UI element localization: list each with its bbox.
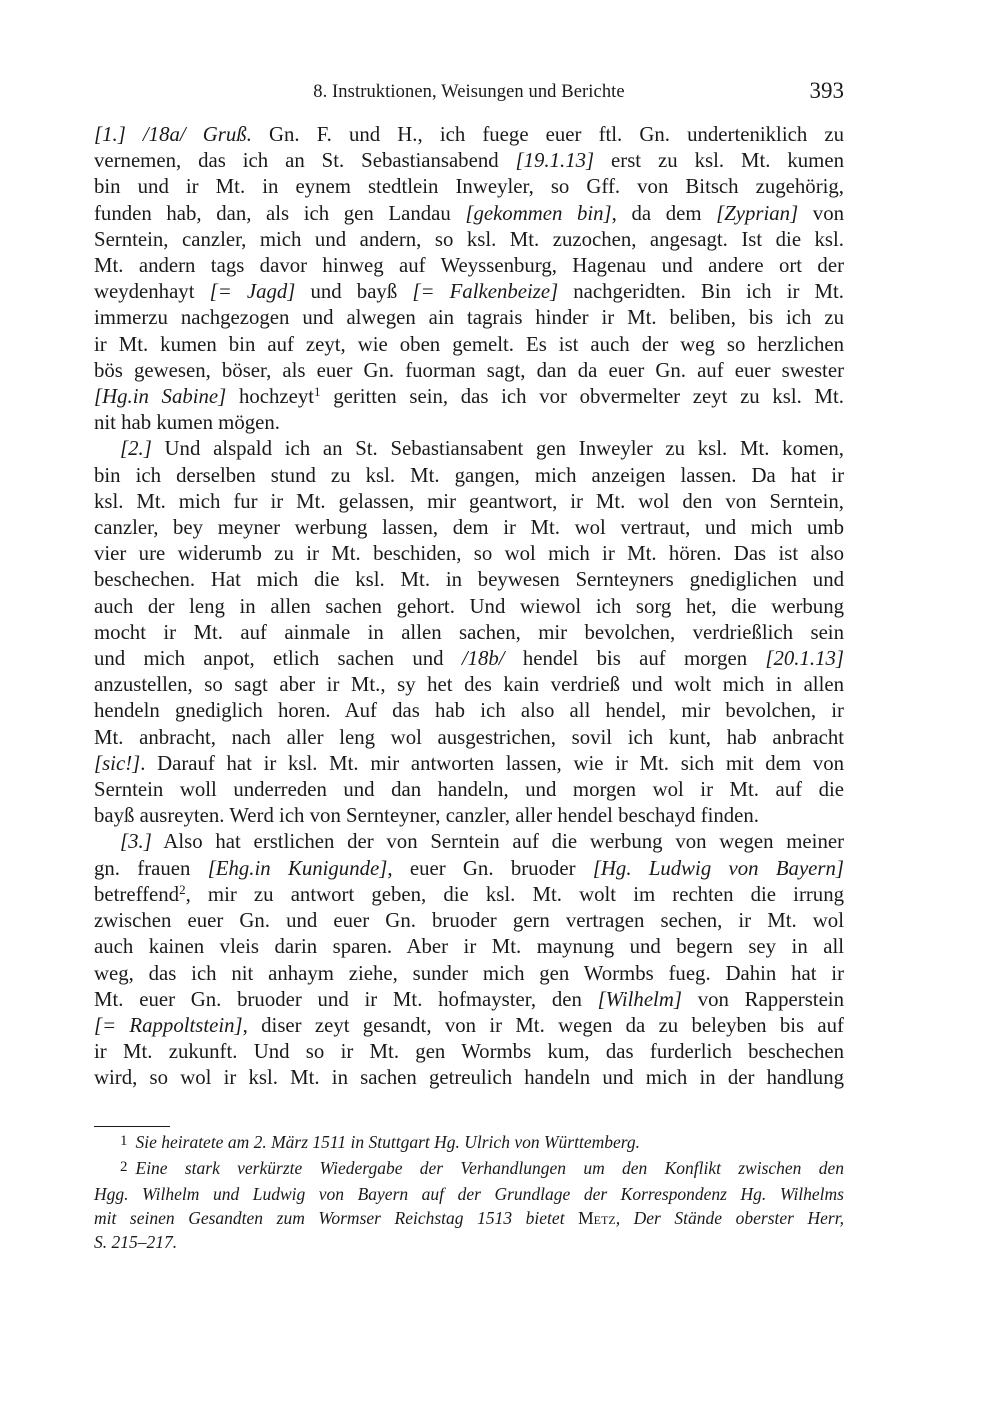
editorial-note: [Wilhelm] xyxy=(597,987,682,1011)
text-line xyxy=(94,463,844,489)
footnotes xyxy=(94,1130,844,1254)
text-run: Gn. F. und H., ich fuege euer ftl. Gn. underteniklich zu xyxy=(251,123,844,146)
text-line xyxy=(94,856,844,882)
text-line xyxy=(94,961,844,987)
text-run: , diser zeyt gesandt, von ir Mt. wegen da zu beleyben bis auf xyxy=(242,1013,844,1037)
text-line xyxy=(94,567,844,593)
editorial-note: [= Falkenbeize] xyxy=(412,280,559,304)
text-line xyxy=(94,1130,844,1156)
editorial-note: [Hg. Ludwig von Bayern] xyxy=(592,856,844,880)
text-run: betreffend xyxy=(94,882,180,906)
text-run: Also hat erstlichen der von Serntein auf die werbung von wegen meiner xyxy=(151,830,844,854)
text-line xyxy=(94,253,844,279)
text-line xyxy=(94,725,844,751)
text-line xyxy=(94,541,844,567)
text-line xyxy=(94,672,844,698)
text-run: geritten sein, das ich vor obvermelter zeyt zu ksl. Mt. xyxy=(320,385,844,409)
section-marker: [2.] xyxy=(120,437,152,461)
text-line xyxy=(94,332,844,358)
text-run: und mich anpot, etlich sachen und xyxy=(94,647,462,671)
text-run: funden hab, dan, als ich gen Landau xyxy=(94,201,466,225)
editorial-note: [sic!] xyxy=(94,751,141,775)
text-run: , euer Gn. bruoder xyxy=(387,856,593,880)
editorial-note: [= Jagd] xyxy=(209,280,296,304)
footnote-ref-1[interactable]: 1 xyxy=(314,384,321,400)
text-run: nit hab kumen mögen. xyxy=(94,411,280,435)
text-run: , mir zu antwort geben, die ksl. Mt. wolt im rechten die irrung xyxy=(185,882,844,906)
text-run: bayß ausreyten. Werd ich von Sernteyner, canzler, aller hendel beschayd finden. xyxy=(94,804,759,828)
text-run: weydenhayt xyxy=(94,280,210,304)
editorial-note: [Hg.in Sabine] xyxy=(94,385,227,409)
text-run: anzustellen, so sagt aber ir Mt., sy het des kain verdrieß und wolt mich in allen xyxy=(94,673,844,697)
text-run: von xyxy=(798,201,844,225)
text-line xyxy=(94,201,844,227)
footnote-number: 1 xyxy=(120,1133,128,1149)
text-run: ir Mt. zukunft. Und so ir Mt. gen Wormbs kum, das furderlich beschechen xyxy=(94,1040,844,1064)
section-marker: [1.] /18a/ Gruß. xyxy=(94,123,252,146)
text-run: Mt. anbracht, nach aller leng wol ausgestrichen, sovil ich kunt, hab anbracht xyxy=(94,725,844,749)
text-line xyxy=(94,305,844,331)
text-line xyxy=(94,1013,844,1039)
text-line xyxy=(94,489,844,515)
text-line xyxy=(94,515,844,541)
text-run: auch der leng in allen sachen gehort. Und wiewol ich sorg het, die werbung xyxy=(94,594,844,618)
text-run: zwischen euer Gn. und euer Gn. bruoder gern vertragen sechen, ir Mt. wol xyxy=(94,909,844,933)
editorial-note: [Ehg.in Kunigunde] xyxy=(207,856,388,880)
text-line xyxy=(94,436,844,462)
text-line xyxy=(94,1230,844,1254)
text-run: wird, so wol ir ksl. Mt. in sachen getreulich handeln und mich in der handlung xyxy=(94,1066,844,1090)
text-line xyxy=(94,410,844,436)
text-run: . Darauf hat ir ksl. Mt. mir antworten lassen, wie ir Mt. sich mit dem von xyxy=(140,751,844,775)
text-line xyxy=(94,934,844,960)
text-line xyxy=(94,1065,844,1091)
text-run: hochzeyt xyxy=(226,385,315,409)
text-run: Mt. andern tags davor hinweg auf Weyssenburg, Hagenau und andere ort der xyxy=(94,254,844,278)
text-line xyxy=(94,148,844,174)
text-run: beschechen. Hat mich die ksl. Mt. in beywesen Sernteyners gnediglichen und xyxy=(94,568,844,592)
text-run: auch kainen vleis darin sparen. Aber ir Mt. maynung und begern sey in all xyxy=(94,935,844,959)
footnote-2 xyxy=(94,1156,844,1254)
text-run: bin und ir Mt. in eynem stedtlein Inweyler, so Gff. von Bitsch zugehörig, xyxy=(94,175,844,199)
text-run: Sie heiratete am 2. März 1511 in Stuttgart Hg. Ulrich von Württemberg. xyxy=(135,1132,641,1152)
footnote-number: 2 xyxy=(120,1159,128,1175)
text-run: Serntein, canzler, mich und andern, so ksl. Mt. zuzochen, angesagt. Ist die ksl. xyxy=(94,227,844,251)
text-line xyxy=(94,1156,844,1182)
text-run: ksl. Mt. mich fur ir Mt. gelassen, mir geantwort, ir Mt. wol den von Serntein, xyxy=(94,489,844,513)
text-line xyxy=(94,279,844,305)
running-header: 8. Instruktionen, Weisungen und Berichte xyxy=(313,82,625,102)
text-line xyxy=(94,174,844,200)
text-run: mit seinen Gesandten zum Wormser Reichstag 1513 bietet xyxy=(94,1208,579,1228)
text-line xyxy=(94,829,844,855)
text-run: Eine stark verkürzte Wiedergabe der Verhandlungen um den Konflikt zwischen den xyxy=(135,1158,844,1178)
text-run: nachgeridten. Bin ich ir Mt. xyxy=(558,280,844,304)
editorial-note: [gekommen bin] xyxy=(465,201,612,225)
text-run: hendeln gnediglich horen. Auf das hab ich also all hendel, mir bevolchen, ir xyxy=(94,699,844,723)
text-run: mocht ir Mt. auf ainmale in allen sachen, mir bevolchen, verdrießlich sein xyxy=(94,620,844,644)
text-line xyxy=(94,384,844,410)
text-line xyxy=(94,987,844,1013)
footnote-1 xyxy=(94,1130,844,1156)
text-run: bös gewesen, böser, als euer Gn. fuorman sagt, dan da euer Gn. auf euer swester xyxy=(94,358,844,382)
section-marker: [3.] xyxy=(120,830,152,854)
text-line xyxy=(94,908,844,934)
text-run: und bayß xyxy=(295,280,413,304)
editorial-note: [20.1.13] xyxy=(765,647,844,671)
paragraph-1 xyxy=(94,122,844,436)
text-line xyxy=(94,698,844,724)
editorial-note: [19.1.13] xyxy=(515,149,595,173)
paragraph-3 xyxy=(94,829,844,1091)
text-run: Hgg. Wilhelm und Ludwig von Bayern auf der Grundlage der Korrespondenz Hg. Wilhelms xyxy=(94,1184,844,1204)
text-run: hendel bis auf morgen xyxy=(504,647,766,671)
text-run: Und alspald ich an St. Sebastiansabent gen Inweyler zu ksl. Mt. komen, xyxy=(151,437,844,461)
text-run: bin ich derselben stund zu ksl. Mt. gangen, mich anzeigen lassen. Da hat ir xyxy=(94,463,844,487)
text-line xyxy=(94,646,844,672)
paragraph-2 xyxy=(94,436,844,829)
text-line xyxy=(94,594,844,620)
text-run: , Der Stände oberster Herr, xyxy=(615,1208,844,1228)
text-line xyxy=(94,751,844,777)
text-line xyxy=(94,1039,844,1065)
page-number: 393 xyxy=(809,78,844,103)
text-run: Mt. euer Gn. bruoder und ir Mt. hofmayster, den xyxy=(94,987,598,1011)
main-text xyxy=(94,122,844,1092)
text-run: von Rapperstein xyxy=(681,987,844,1011)
text-run: erst zu ksl. Mt. kumen xyxy=(594,149,844,173)
text-run: vier ure widerumb zu ir Mt. beschiden, so wol mich ir Mt. hören. Das ist also xyxy=(94,542,844,566)
text-run: canzler, bey meyner werbung lassen, dem ir Mt. wol vertraut, und mich umb xyxy=(94,516,844,540)
text-line xyxy=(94,777,844,803)
text-run: S. 215–217. xyxy=(94,1232,178,1252)
text-line xyxy=(94,1206,844,1230)
folio-marker: /18b/ xyxy=(461,647,505,671)
footnote-divider xyxy=(94,1126,170,1127)
text-run: weg, das ich nit anhaym ziehe, sunder mich gen Wormbs fueg. Dahin hat ir xyxy=(94,961,844,985)
text-run: ir Mt. kumen bin auf zeyt, wie oben gemelt. Es ist auch der weg so herzlichen xyxy=(94,332,844,356)
text-line xyxy=(94,227,844,253)
editorial-note: [Zyprian] xyxy=(716,201,799,225)
editorial-note: [= Rappoltstein] xyxy=(94,1013,243,1037)
text-run: Serntein woll underreden und dan handeln, und morgen wol ir Mt. auf die xyxy=(94,778,844,802)
text-run: immerzu nachgezogen und alwegen ain tagrais hinder ir Mt. beliben, bis ich zu xyxy=(94,306,844,330)
text-line xyxy=(94,358,844,384)
text-run: gn. frauen xyxy=(94,856,208,880)
text-run: , da dem xyxy=(611,201,717,225)
text-line xyxy=(94,122,844,148)
text-line xyxy=(94,803,844,829)
text-line xyxy=(94,882,844,908)
text-run: vernemen, das ich an St. Sebastiansabend xyxy=(94,149,516,173)
text-line xyxy=(94,1182,844,1206)
text-line xyxy=(94,620,844,646)
author-name: Metz xyxy=(578,1208,616,1228)
footnote-ref-2[interactable]: 2 xyxy=(179,881,186,897)
